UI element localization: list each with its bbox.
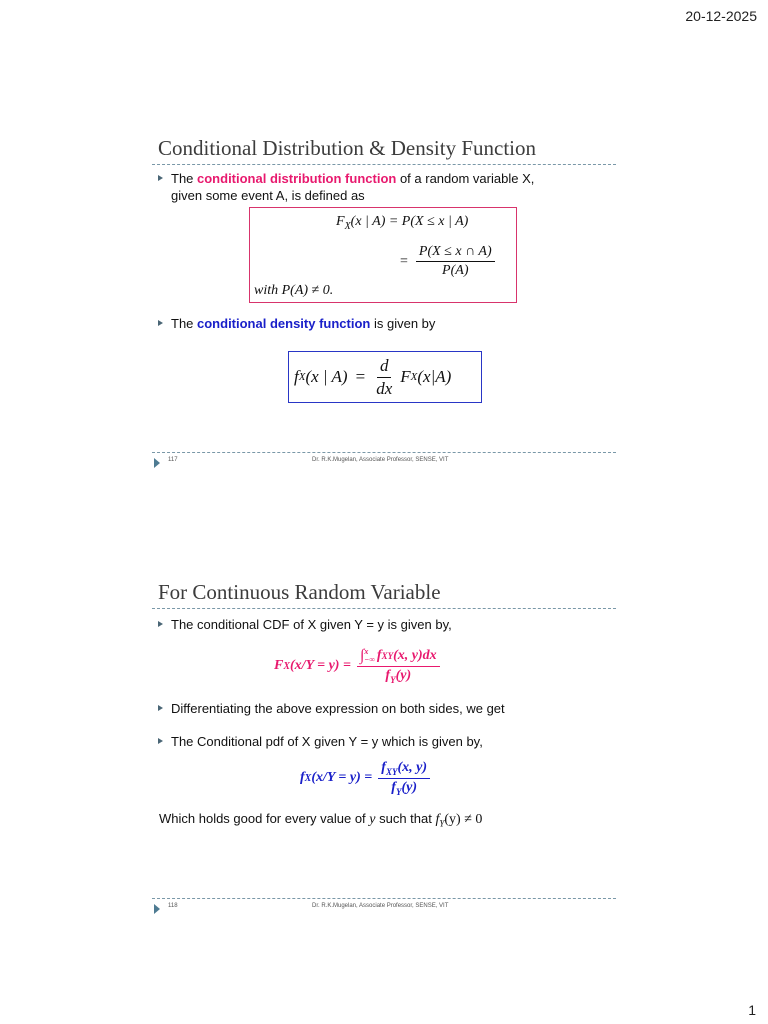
density-equation: f X (x | A) = $\frac{d}{dx}$ F X (x|A) [294, 355, 452, 398]
bullet-conditional-cdf: The conditional CDF of X given Y = y is given by, [158, 616, 616, 633]
term-conditional-density: conditional density function [197, 316, 371, 331]
term-conditional-distribution: conditional distribution function [197, 171, 397, 186]
bullet-arrow-icon [158, 621, 163, 627]
equation-line-2: = $\frac{P(X \le x \cap A)}{P(A)}$ [400, 244, 495, 279]
bullet-arrow-icon [158, 705, 163, 711]
pdf-equation: f X (x/Y = y) = $\frac{f_{XY}(x, y)}{f_Y(y)}$ [300, 756, 430, 800]
slide-title: For Continuous Random Variable [158, 580, 441, 604]
footer-divider [152, 898, 616, 899]
bullet-arrow-icon [158, 175, 163, 181]
closing-statement: Which holds good for every value of y such that $f_Y(y) \ne 0$ [159, 811, 483, 829]
slide-1 [152, 135, 616, 165]
slide-2 [152, 579, 616, 609]
footer-author: Dr. R.K.Mugelan, Associate Professor, SENSE, VIT [312, 903, 449, 909]
bullet-arrow-icon [158, 320, 163, 326]
page-number: 1 [748, 1002, 756, 1018]
bullet-differentiating: Differentiating the above expression on both sides, we get [158, 700, 616, 717]
title-divider [152, 164, 616, 165]
print-date: 20-12-2025 [685, 8, 757, 24]
slide-number: 118 [168, 903, 178, 909]
bullet-conditional-pdf: The Conditional pdf of X given Y = y which is given by, [158, 733, 616, 750]
slide-title: Conditional Distribution & Density Function [158, 136, 536, 160]
footer-divider [152, 452, 616, 453]
slide-number: 117 [168, 457, 178, 463]
footer-arrow-icon [154, 458, 160, 468]
footer-arrow-icon [154, 904, 160, 914]
footer-author: Dr. R.K.Mugelan, Associate Professor, SENSE, VIT [312, 457, 449, 463]
density-definition-box [288, 351, 482, 403]
condition-text: with P(A) ≠ 0. [254, 283, 334, 298]
title-divider [152, 608, 616, 609]
bullet-conditional-distribution: The conditional distribution function of a random variable X, given some event A, is defined as [158, 170, 616, 204]
bullet-arrow-icon [158, 738, 163, 744]
equation-line-1: $F_X(x$ | A) = P(X ≤ x | A) [336, 214, 469, 232]
distribution-definition-box [249, 207, 517, 303]
cdf-equation: F X (x/Y = y) = ∫ x −∞ f XY (x, y)dx $f_Y(y)$ [274, 642, 440, 690]
bullet-conditional-density: The conditional density function is given by [158, 315, 616, 332]
